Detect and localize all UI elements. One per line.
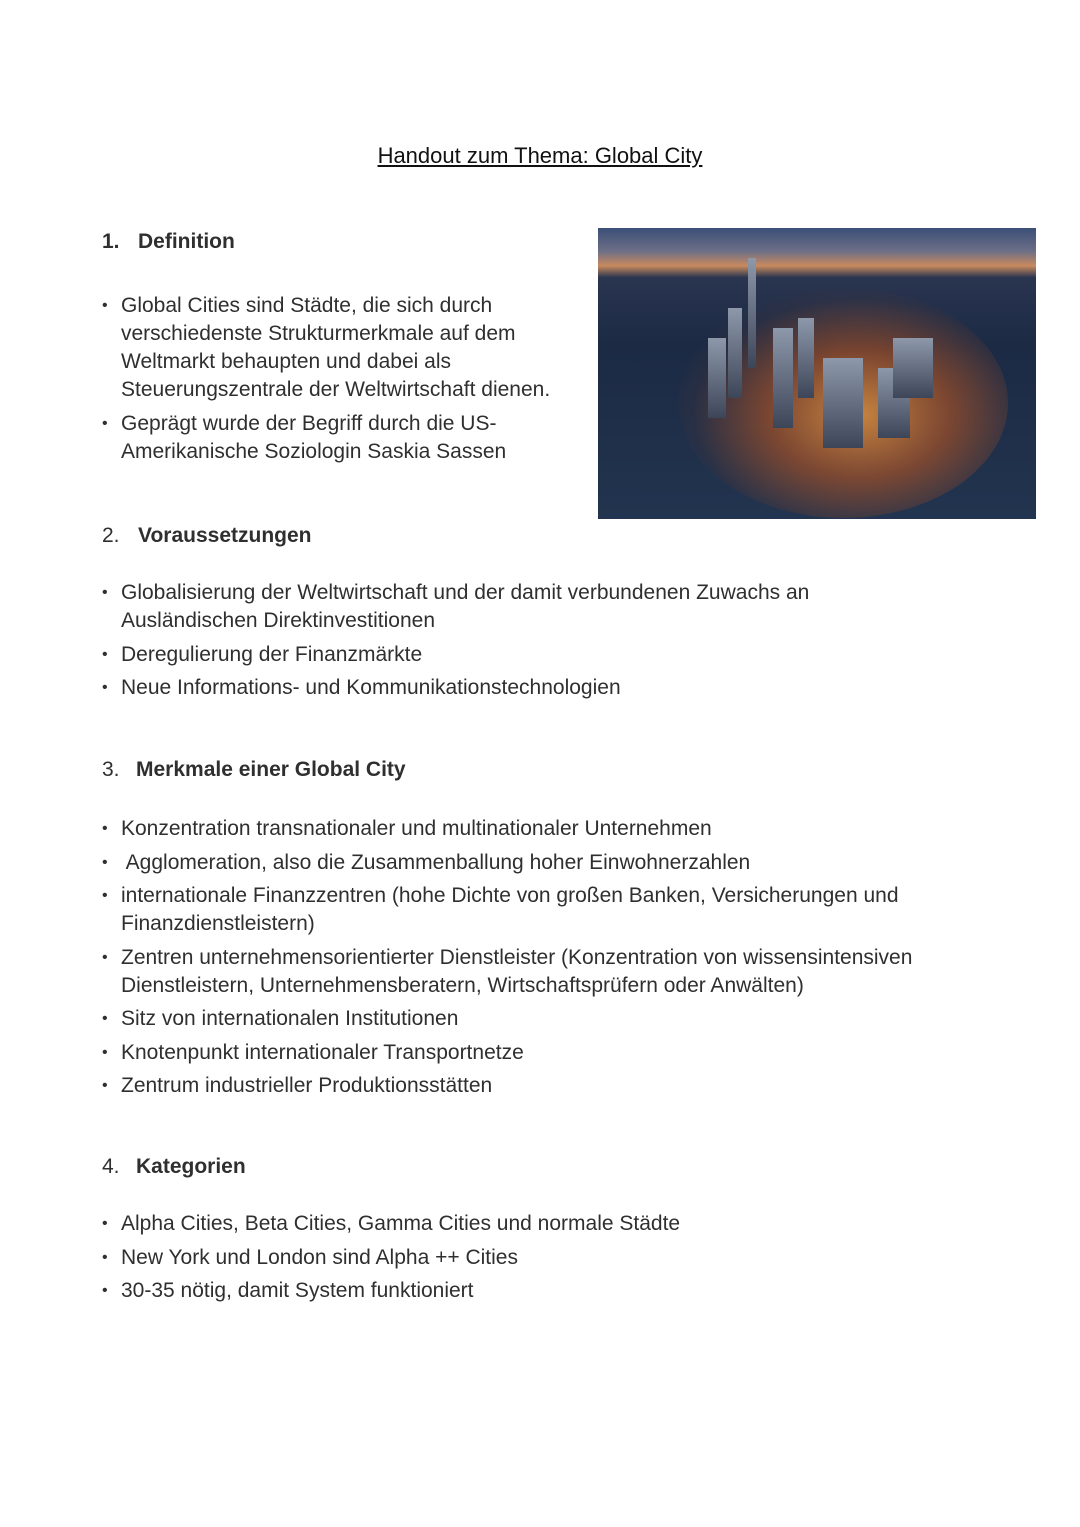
section-heading: Definition — [138, 230, 235, 253]
list-item: • Konzentration transnationaler und multinationaler Unternehmen — [102, 817, 712, 840]
list-item: • 30-35 nötig, damit System funktioniert — [102, 1279, 474, 1302]
list-item: • Global Cities sind Städte, die sich durch verschiedenste Strukturmerkmale auf dem Weltmarkt behaupten und dabei als Steuerungszentrale der Weltwirtschaft dienen. — [102, 294, 551, 401]
section-voraussetzungen — [102, 522, 862, 708]
section-number: 4. — [102, 1155, 120, 1178]
list-item: • Zentren unternehmensorientierter Dienstleister (Konzentration von wissensintensiven Dienstleistern, Unternehmensberatern, Wirtschaftsprüfern oder Anwälten) — [102, 945, 913, 997]
list-item: • New York und London sind Alpha ++ Cities — [102, 1245, 518, 1269]
list-item: • Alpha Cities, Beta Cities, Gamma Cities und normale Städte — [102, 1212, 681, 1235]
list-item: • Sitz von internationalen Institutionen — [102, 1007, 459, 1030]
list-item: • Neue Informations- und Kommunikationstechnologien — [102, 676, 621, 699]
section-definition — [102, 228, 562, 471]
section-number: 2. — [102, 524, 120, 547]
list-item: • Globalisierung der Weltwirtschaft und der damit verbundenen Zuwachs an Ausländischen Direktinvestitionen — [102, 581, 810, 632]
list-item: • Zentrum industrieller Produktionsstätten — [102, 1074, 493, 1097]
list-item: • Knotenpunkt internationaler Transportnetze — [102, 1040, 524, 1064]
list-item: • Agglomeration, also die Zusammenballung hoher Einwohnerzahlen — [102, 850, 751, 874]
city-skyline-photo — [598, 228, 1036, 519]
list-item: • internationale Finanzzentren (hohe Dichte von großen Banken, Versicherungen und Finanzdienstleistern) — [102, 884, 899, 935]
section-heading: Kategorien — [136, 1155, 246, 1178]
section-heading: Voraussetzungen — [138, 524, 312, 547]
page-title: Handout zum Thema: Global City — [377, 143, 703, 168]
section-number: 1. — [102, 230, 120, 253]
list-item: • Deregulierung der Finanzmärkte — [102, 642, 423, 666]
section-kategorien — [102, 1153, 952, 1311]
section-merkmale — [102, 756, 952, 1106]
section-heading: Merkmale einer Global City — [136, 758, 406, 781]
section-number: 3. — [102, 758, 120, 781]
list-item: • Geprägt wurde der Begriff durch die US-Amerikanische Soziologin Saskia Sassen — [102, 411, 507, 463]
